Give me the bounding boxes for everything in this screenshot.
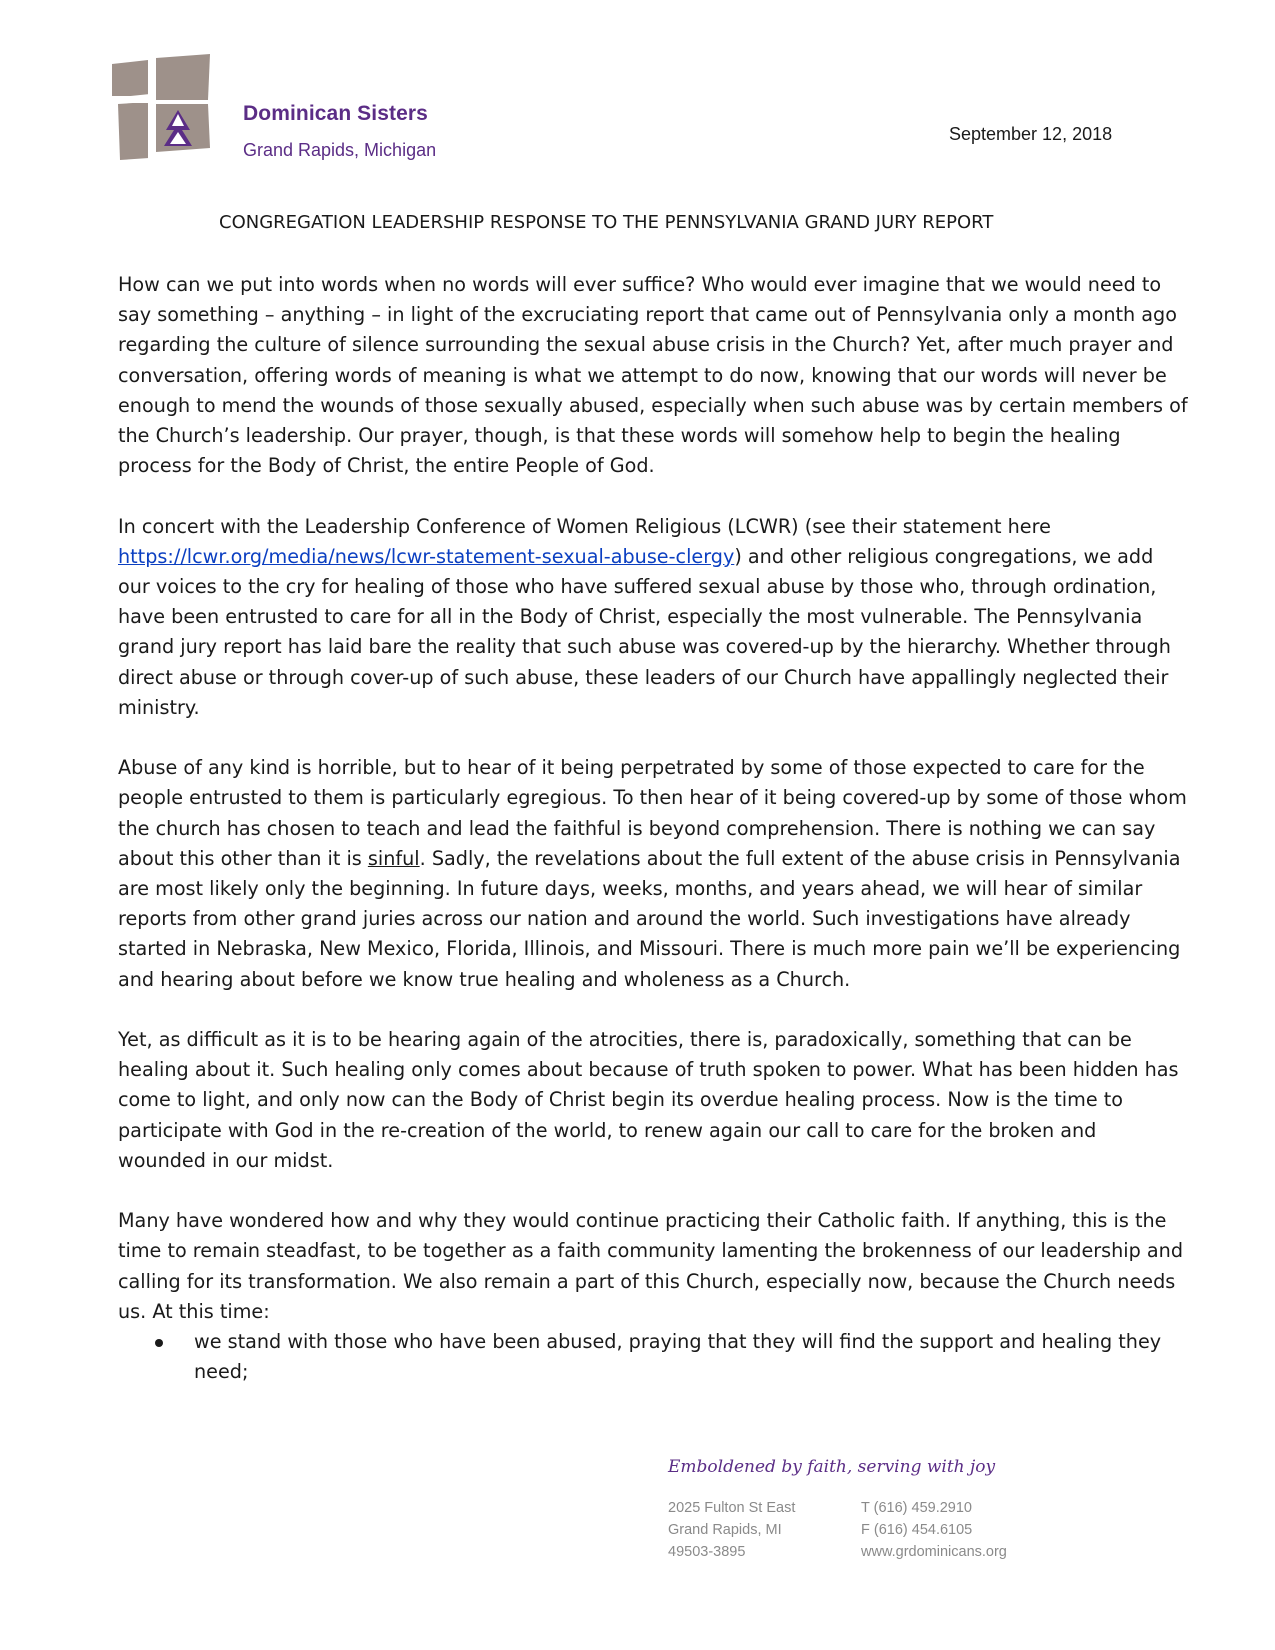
document-title: CONGREGATION LEADERSHIP RESPONSE TO THE PENNSYLVANIA GRAND JURY REPORT: [219, 212, 994, 233]
address-line-3: 49503-3895: [668, 1544, 746, 1560]
paragraph-4: Yet, as difficult as it is to be hearing again of the atrocities, there is, paradoxically, something that can be healing about it. Such healing only comes about because of truth spoken to power. What has been hidden has come to light, and only now can the Body of Christ begin its overdue healing process. Now is the time to participate with God in the re-creation of the world, to renew again our call to care for the broken and wounded in our midst.: [118, 1028, 1179, 1172]
org-name: Dominican Sisters: [243, 102, 428, 125]
letter-body: [118, 270, 1188, 1387]
bullet-icon: [155, 1339, 163, 1347]
paragraph-3-intro: Abuse of any kind is horrible, but to hear of it being perpetrated by some of those expected to care for the people entrusted to them is particularly egregious. To then hear of it being covered-up by some of those whom the church has chosen to teach and lead the faithful is beyond comprehension. There is nothing we can say about this other than it is: [118, 756, 1187, 870]
footer-contact: [861, 1497, 1007, 1563]
paragraph-2-intro: In concert with the Leadership Conference of Women Religious (LCWR) (see their statement here: [118, 514, 1051, 538]
phone-number: T (616) 459.2910: [861, 1500, 972, 1516]
cross-trees-logo-icon: [112, 54, 212, 160]
paragraph-3: [118, 753, 1188, 995]
website-link[interactable]: www.grdominicans.org: [861, 1544, 1007, 1560]
paragraph-2: [118, 512, 1188, 723]
paragraph-2-rest: ) and other religious congregations, we add our voices to the cry for healing of those who have suffered sexual abuse by those who, through ordination, have been entrusted to care for all in the Body of Christ, especially the most vulnerable. The Pennsylvania grand jury report has laid bare the reality that such abuse was covered-up by the hierarchy. Whether through direct abuse or through cover-up of such abuse, these leaders of our Church have appallingly neglected their ministry.: [118, 544, 1171, 719]
lcwr-statement-link[interactable]: https://lcwr.org/media/news/lcwr-statement-sexual-abuse-clergy: [118, 544, 735, 568]
bullet-list: [118, 1327, 1188, 1387]
address-line-1: 2025 Fulton St East: [668, 1500, 796, 1516]
footer-tagline: Emboldened by faith, serving with joy: [668, 1457, 996, 1477]
fax-number: F (616) 454.6105: [861, 1522, 973, 1538]
org-location: Grand Rapids, Michigan: [243, 140, 437, 160]
paragraph-5: Many have wondered how and why they would continue practicing their Catholic faith. If anything, this is the time to remain steadfast, to be together as a faith community lamenting the brokenness of our leadership and calling for its transformation. We also remain a part of this Church, especially now, because the Church needs us. At this time:: [118, 1209, 1183, 1323]
paragraph-1: How can we put into words when no words will ever suffice? Who would ever imagine that we would need to say something – anything – in light of the excruciating report that came out of Pennsylvania only a month ago regarding the culture of silence surrounding the sexual abuse crisis in the Church? Yet, after much prayer and conversation, offering words of meaning is what we attempt to do now, knowing that our words will never be enough to mend the wounds of those sexually abused, especially when such abuse was by certain members of the Church’s leadership. Our prayer, though, is that these words will somehow help to begin the healing process for the Body of Christ, the entire People of God.: [118, 273, 1188, 478]
bullet-text: we stand with those who have been abused, praying that they will find the support and healing they need;: [194, 1330, 1162, 1384]
address-line-2: Grand Rapids, MI: [668, 1522, 782, 1538]
sinful-emphasis: sinful: [367, 846, 420, 870]
letter-date: September 12, 2018: [949, 124, 1113, 144]
paragraph-3-rest: . Sadly, the revelations about the full extent of the abuse crisis in Pennsylvania are most likely only the beginning. In future days, weeks, months, and years ahead, we will hear of similar reports from other grand juries across our nation and around the world. Such investigations have already started in Nebraska, New Mexico, Florida, Illinois, and Missouri. There is much more pain we’ll be experiencing and hearing about before we know true healing and wholeness as a Church.: [118, 846, 1181, 991]
footer-address: [668, 1497, 795, 1563]
bullet-item: [118, 1327, 1188, 1387]
